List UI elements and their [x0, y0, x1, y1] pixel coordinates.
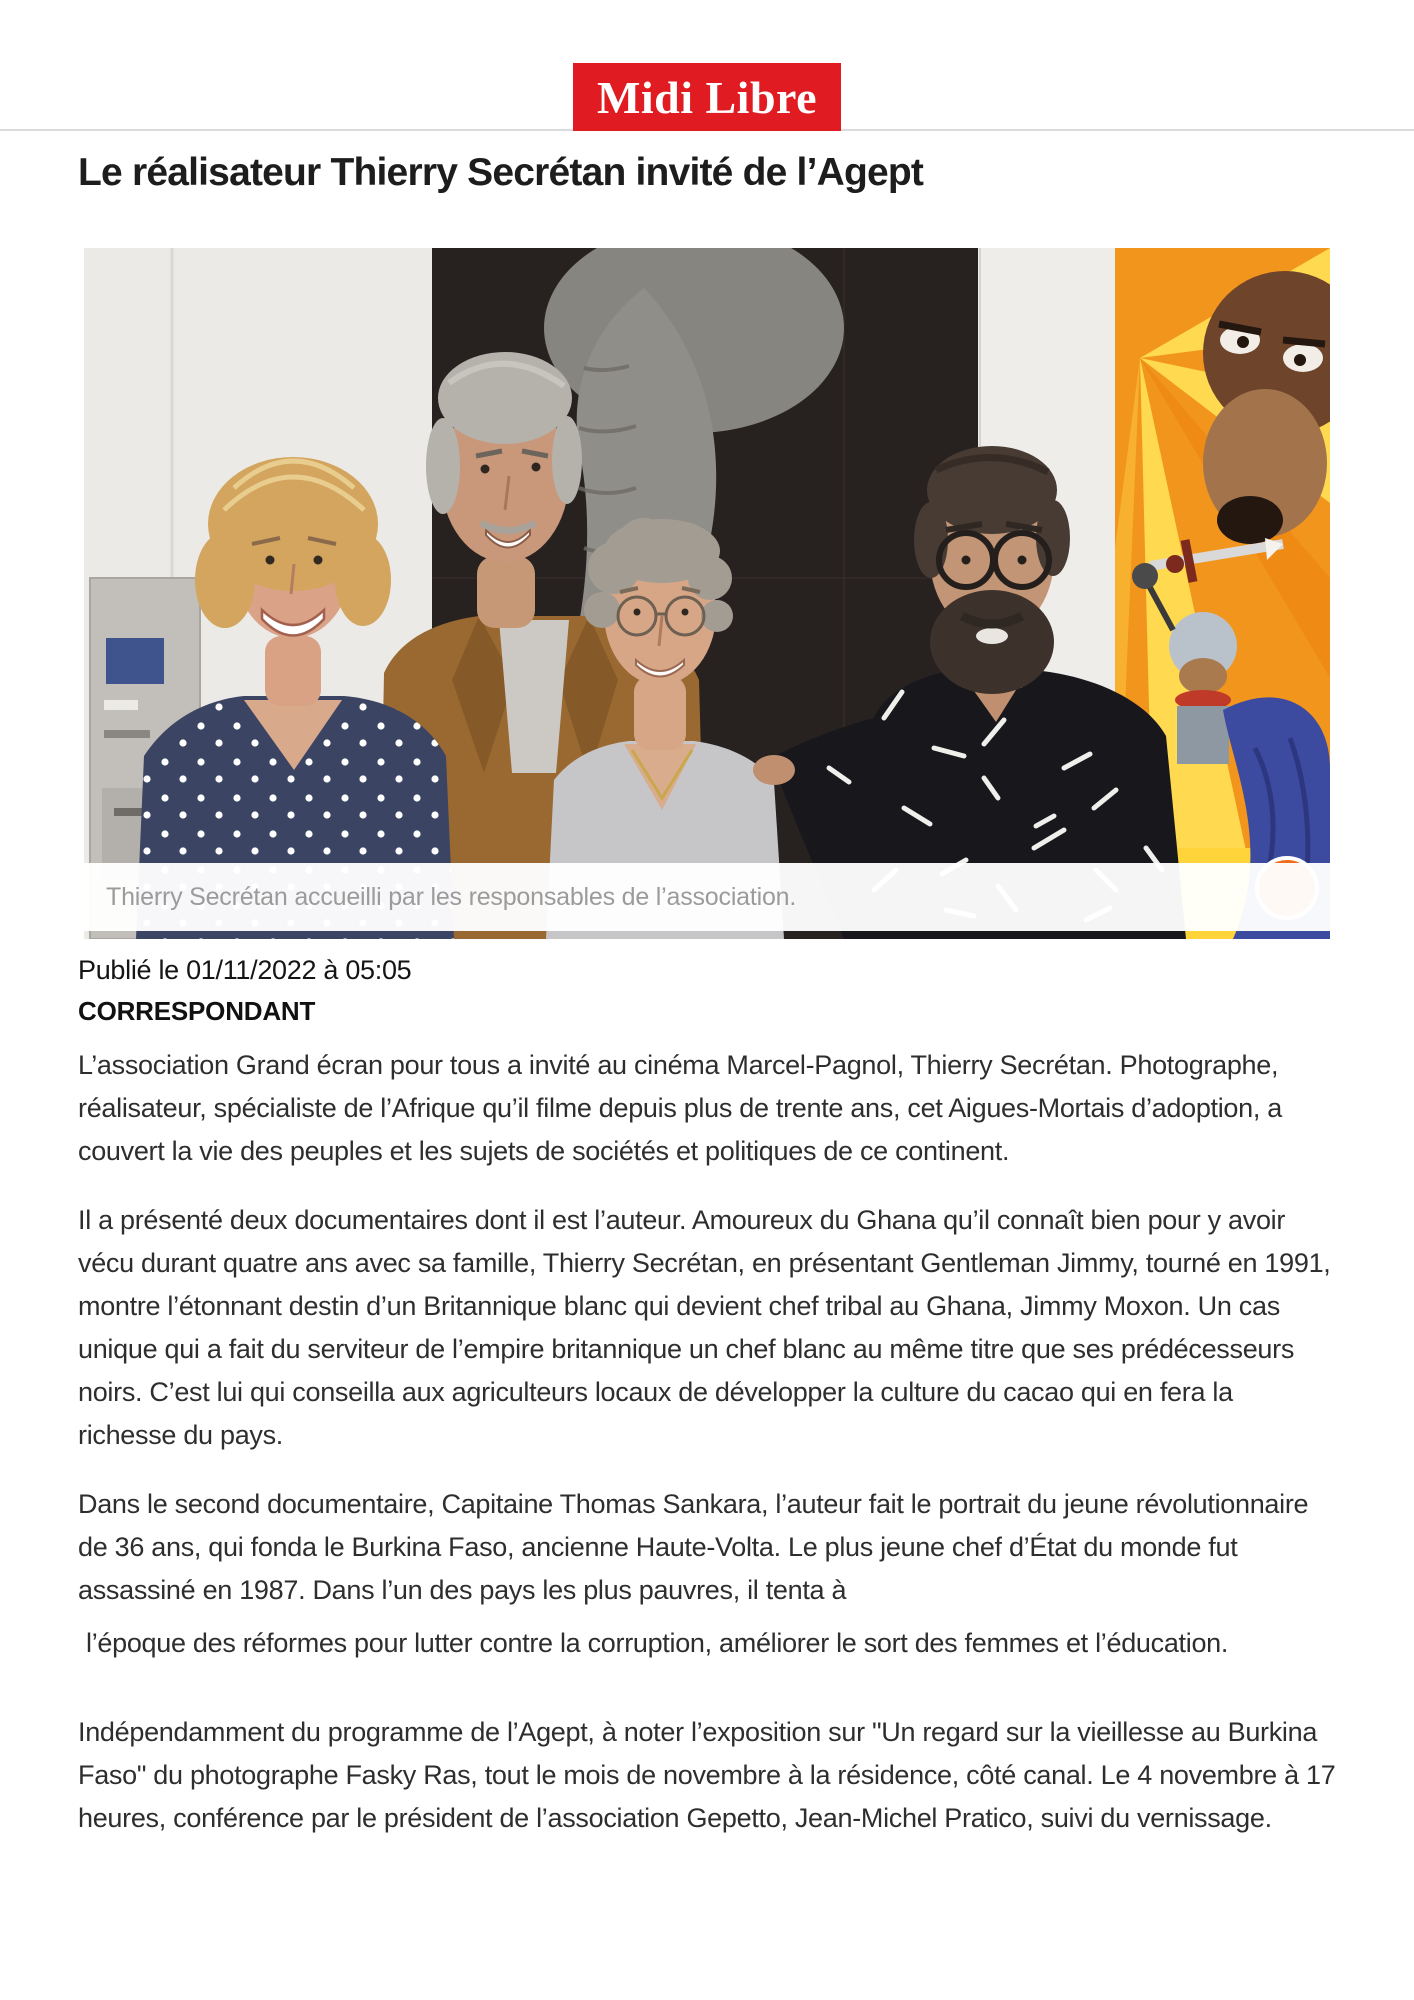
published-date: Publié le 01/11/2022 à 05:05: [78, 955, 412, 985]
article-paragraph: Dans le second documentaire, Capitaine Thomas Sankara, l’auteur fait le portrait du jeune révolutionnaire de 36 ans, qui fonda le Burkina Faso, ancienne Haute-Volta. Le plus jeune chef d’État du monde fut assassiné en 1987. Dans l’un des pays les plus pauvres, il tenta à: [78, 1489, 1309, 1605]
article: [78, 148, 1336, 1840]
byline: CORRESPONDANT: [78, 996, 316, 1026]
article-photo: [84, 248, 1330, 939]
photo-illustration: [84, 248, 1330, 939]
article-paragraph: l’époque des réformes pour lutter contre la corruption, améliorer le sort des femmes et l’éducation.: [86, 1628, 1229, 1658]
midi-libre-logo[interactable]: Midi Libre: [573, 63, 841, 131]
masthead: [0, 0, 1414, 131]
article-paragraph: L’association Grand écran pour tous a invité au cinéma Marcel-Pagnol, Thierry Secrétan. Photographe, réalisateur, spécialiste de l’Afrique qu’il filme depuis plus de trente ans, cet Aigues-Mortais d’adoption, a couvert la vie des peuples et les sujets de sociétés et politiques de ce continent.: [78, 1050, 1282, 1166]
photo-caption: Thierry Secrétan accueilli par les responsables de l’association.: [84, 863, 1330, 931]
article-body: [78, 1044, 1336, 1840]
article-paragraph: Il a présenté deux documentaires dont il est l’auteur. Amoureux du Ghana qu’il connaît bien pour y avoir vécu durant quatre ans avec sa famille, Thierry Secrétan, en présentant Gentleman Jimmy, tourné en 1991, montre l’étonnant destin d’un Britannique blanc qui devient chef tribal au Ghana, Jimmy Moxon. Un cas unique qui a fait du serviteur de l’empire britannique un chef blanc au même titre que ses prédécesseurs noirs. C’est lui qui conseilla aux agriculteurs locaux de développer la culture du cacao qui en fera la richesse du pays.: [78, 1205, 1331, 1450]
article-title: Le réalisateur Thierry Secrétan invité de l’Agept: [78, 151, 924, 194]
article-paragraph: Indépendamment du programme de l’Agept, à noter l’exposition sur "Un regard sur la vieillesse au Burkina Faso" du photographe Fasky Ras, tout le mois de novembre à la résidence, côté canal. Le 4 novembre à 17 heures, conférence par le président de l’association Gepetto, Jean-Michel Pratico, suivi du vernissage.: [78, 1717, 1336, 1833]
